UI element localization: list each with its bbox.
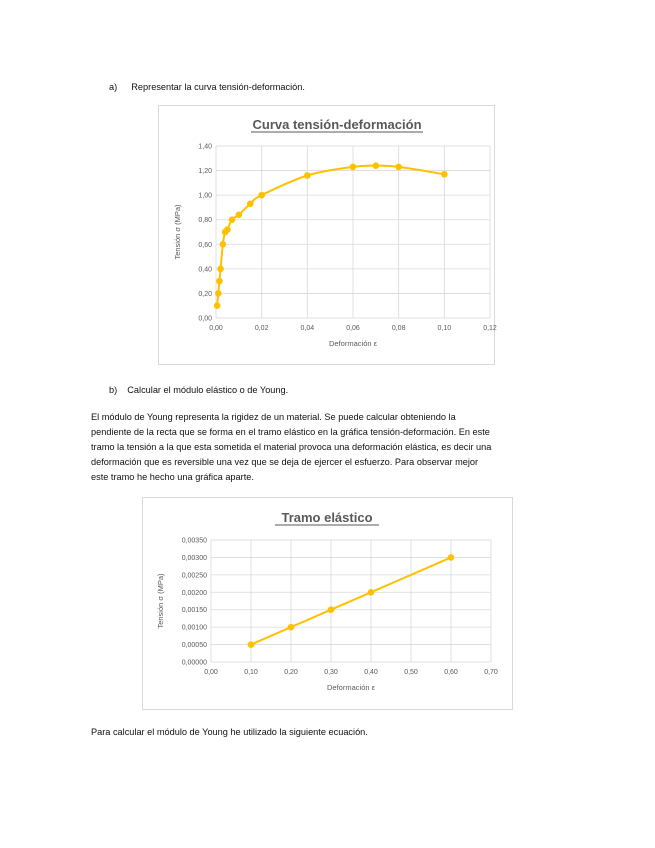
item-b-text: Calcular el módulo elástico o de Young. xyxy=(127,385,289,395)
item-a-marker: a) xyxy=(109,82,118,92)
chart-curva-svg xyxy=(159,106,497,364)
x-tick-label: 0,10 xyxy=(437,325,452,332)
data-point xyxy=(247,201,253,207)
data-point xyxy=(229,217,235,223)
x-axis-label: Deformación ε xyxy=(329,339,377,348)
data-point xyxy=(448,555,454,561)
y-tick-label: 0,00100 xyxy=(181,624,207,632)
item-b xyxy=(109,383,288,398)
data-point xyxy=(215,291,221,297)
chart-tramo xyxy=(142,497,513,710)
data-point xyxy=(259,192,265,198)
y-tick-label: 0,00300 xyxy=(181,554,207,562)
x-tick-label: 0,60 xyxy=(444,669,458,676)
y-tick-label: 0,00 xyxy=(198,315,212,323)
data-point xyxy=(305,173,311,179)
x-tick-label: 0,20 xyxy=(284,669,298,676)
data-point xyxy=(236,212,242,218)
x-tick-label: 0,12 xyxy=(483,325,497,332)
x-tick-label: 0,40 xyxy=(364,669,378,676)
data-point xyxy=(328,607,334,613)
x-tick-label: 0,00 xyxy=(209,325,223,332)
item-b-marker: b) xyxy=(109,385,118,395)
series-line xyxy=(217,166,444,306)
chart-curva xyxy=(158,105,495,365)
y-axis-label: Tensión σ (MPa) xyxy=(156,573,165,629)
data-point xyxy=(248,642,254,648)
data-point xyxy=(214,303,220,309)
x-tick-label: 0,04 xyxy=(300,325,315,332)
x-tick-label: 0,02 xyxy=(254,325,269,332)
y-axis-label: Tensión σ (MPa) xyxy=(173,204,182,260)
data-point xyxy=(218,266,224,272)
y-tick-label: 0,00250 xyxy=(181,572,207,580)
chart-tramo-svg xyxy=(143,498,512,709)
y-tick-label: 0,00150 xyxy=(181,607,207,615)
x-tick-label: 0,00 xyxy=(204,669,218,676)
chart-title: Tramo elástico xyxy=(281,510,373,525)
y-tick-label: 0,60 xyxy=(198,241,212,249)
data-point xyxy=(288,624,294,630)
x-tick-label: 0,70 xyxy=(484,669,498,676)
data-point xyxy=(373,163,379,169)
data-point xyxy=(220,241,226,247)
y-tick-label: 0,80 xyxy=(198,217,212,225)
item-a xyxy=(109,80,305,95)
paragraph xyxy=(91,410,561,485)
data-point xyxy=(368,589,374,595)
data-point xyxy=(217,278,223,284)
item-a-text: Representar la curva tensión-deformación. xyxy=(131,82,305,92)
y-tick-label: 1,00 xyxy=(198,192,212,200)
x-tick-label: 0,10 xyxy=(244,669,258,676)
y-tick-label: 1,20 xyxy=(198,168,212,176)
y-tick-label: 0,00200 xyxy=(181,589,207,597)
x-tick-label: 0,08 xyxy=(391,325,406,332)
data-point xyxy=(396,164,402,170)
paragraph-line: pendiente de la recta que se forma en el tramo elástico en la gráfica tensión-deformación. En este xyxy=(91,427,490,437)
paragraph-line: El módulo de Young representa la rigidez de un material. Se puede calcular obteniendo la xyxy=(91,412,456,422)
data-point xyxy=(225,227,231,233)
closing-text: Para calcular el módulo de Young he utilizado la siguiente ecuación. xyxy=(91,727,368,737)
chart-title: Curva tensión-deformación xyxy=(252,117,422,132)
x-tick-label: 0,50 xyxy=(404,669,418,676)
data-point xyxy=(350,164,356,170)
y-tick-label: 0,00000 xyxy=(181,659,207,667)
y-tick-label: 0,20 xyxy=(198,290,212,298)
y-tick-label: 0,00350 xyxy=(181,537,207,545)
y-tick-label: 0,40 xyxy=(198,266,212,274)
y-tick-label: 0,00050 xyxy=(181,642,207,650)
paragraph-line: deformación que es reversible una vez que se deja de ejercer el esfuerzo. Para observar mejor xyxy=(91,457,479,467)
x-tick-label: 0,30 xyxy=(324,669,338,676)
y-tick-label: 1,40 xyxy=(198,143,212,151)
paragraph-line: este tramo he hecho una gráfica aparte. xyxy=(91,472,254,482)
data-point xyxy=(442,171,448,177)
x-tick-label: 0,06 xyxy=(346,325,360,332)
x-axis-label: Deformación ε xyxy=(327,683,375,692)
series-line xyxy=(251,557,451,644)
paragraph-line: tramo la tensión a la que esta sometida el material provoca una deformación elástica, es decir una xyxy=(91,442,492,452)
